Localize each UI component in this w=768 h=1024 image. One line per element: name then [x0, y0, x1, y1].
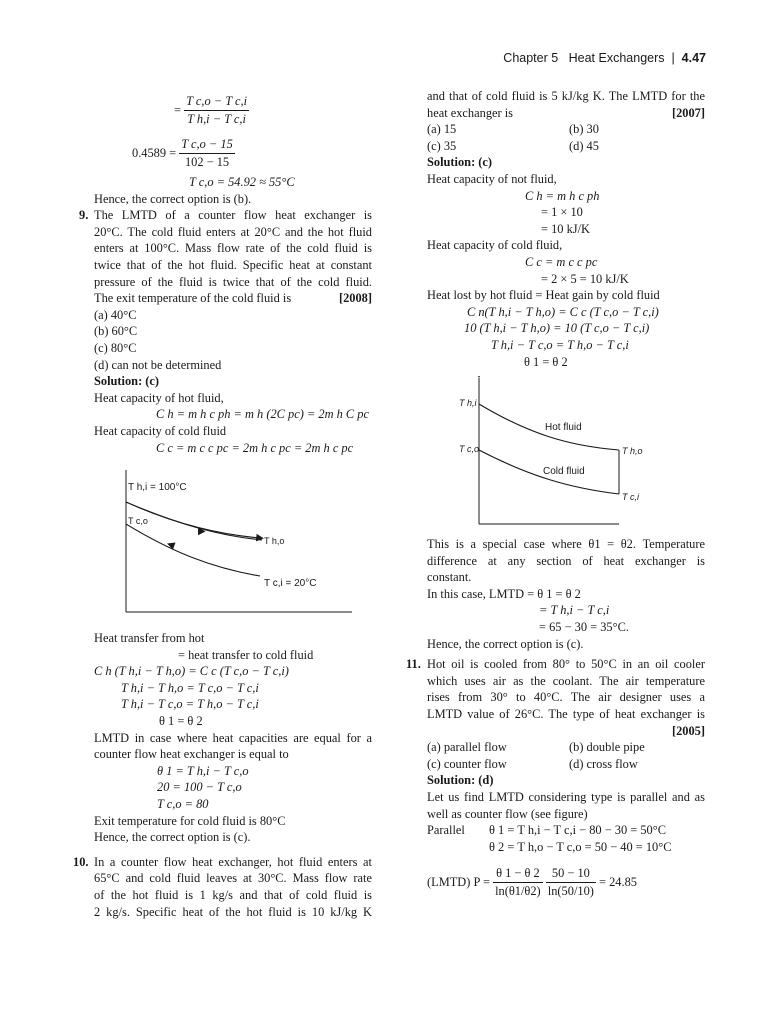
- lmtd-p-den1: ln(θ1/θ2): [495, 883, 541, 898]
- q11-solution: Solution: (d): [427, 773, 494, 788]
- graph-tho-label: T h,o: [264, 536, 285, 547]
- special-line: difference at any section of heat exchanger is: [427, 553, 705, 568]
- hc-not-label: Heat capacity of not fluid,: [427, 171, 557, 186]
- counter-flow-graph-left: [112, 464, 352, 614]
- q9-line: pressure of the fluid is twice that of the cold fluid.: [94, 274, 372, 289]
- right-ch-eq2: = 1 × 10: [541, 205, 583, 220]
- ch-equation: C h = m h c ph = m h (2C pc) = 2m h C pc: [156, 407, 369, 422]
- q9-line: enters at 100°C. Mass flow rate of the cold fluid is: [94, 241, 372, 256]
- q9-solution: Solution: (c): [94, 374, 160, 389]
- q11-option-c: (c) counter flow: [427, 756, 507, 771]
- fraction-1: = $\frac{\text{T c,o − T c,i}}{\text{T h,i − T c,i}}$: [174, 93, 248, 126]
- q9-option-b: (b) 60°C: [94, 324, 138, 339]
- ht-from-hot: Heat transfer from hot: [94, 631, 205, 646]
- q9-option-a: (a) 40°C: [94, 307, 137, 322]
- in-this-case: In this case, LMTD = θ 1 = θ 2: [427, 586, 581, 601]
- q9-line: The exit temperature of the cold fluid is: [94, 291, 292, 306]
- right-cc-eq2: = 2 × 5 = 10 kJ/K: [541, 271, 629, 286]
- counter-flow-graph-right: [459, 376, 691, 528]
- right-eq4: θ 1 = θ 2: [524, 354, 568, 369]
- right-column: [406, 88, 705, 900]
- q11-year: [2005]: [671, 723, 705, 738]
- q9-option-c: (c) 80°C: [94, 340, 137, 355]
- q11-option-d: (d) cross flow: [569, 756, 638, 771]
- q10-option-a: (a) 15: [427, 122, 457, 137]
- q10-year: [2007]: [671, 105, 705, 120]
- right-hc-cold: Heat capacity of cold fluid,: [427, 238, 563, 253]
- q9-option-d: (d) can not be determined: [94, 357, 222, 372]
- hence-c: Hence, the correct option is (c).: [94, 830, 251, 845]
- lmtd-p-label: (LMTD) P =: [427, 875, 490, 890]
- left-eq3: T h,i − T c,o = T h,o − T c,i: [121, 697, 259, 712]
- right-eq1: C n(T h,i − T h,o) = C c (T c,o − T c,i): [467, 304, 659, 319]
- lmtd-p-num1: θ 1 − θ 2: [493, 865, 543, 883]
- exit-temp: Exit temperature for cold fluid is 80°C: [94, 813, 286, 828]
- lmtd-parallel-formula: [427, 865, 705, 899]
- lmtd-line2: counter flow heat exchanger is equal to: [94, 747, 289, 762]
- right-hence-c: Hence, the correct option is (c).: [427, 636, 584, 651]
- hc-hot-label: Heat capacity of hot fluid,: [94, 390, 224, 405]
- question-10: [73, 854, 372, 920]
- q11-line: rises from 30° to 40°C. The air designer uses a: [427, 690, 705, 705]
- right-eq3: T h,i − T c,o = T h,o − T c,i: [491, 337, 629, 352]
- graph-tci-label: T c,i: [622, 492, 639, 503]
- q11-number: 11.: [406, 657, 421, 672]
- tco-result: T c,o = 54.92 ≈ 55°C: [189, 175, 295, 189]
- q10-cont-line: heat exchanger is: [427, 105, 514, 120]
- q9-line: The LMTD of a counter flow heat exchanger is: [94, 208, 372, 223]
- question-9: [79, 207, 372, 373]
- heat-lost-line: Heat lost by hot fluid = Heat gain by cold fluid: [427, 288, 660, 303]
- hot-arrow-mark: ▶: [198, 526, 206, 538]
- graph-thi-label: T h,i = 100°C: [128, 482, 187, 494]
- frac2-lhs: 0.4589 =: [132, 145, 177, 160]
- q11-line: Hot oil is cooled from 80° to 50°C in an oil cooler: [427, 657, 705, 672]
- q10-option-d: (d) 45: [569, 138, 599, 153]
- q10-line: of the hot fluid is 1 kg/s and that of cold fluid is: [94, 888, 372, 902]
- graph-tho-label: T h,o: [622, 446, 643, 457]
- fraction-2: [94, 132, 372, 174]
- q10-solution: Solution: (c): [427, 155, 493, 170]
- graph-tci-label: T c,i = 20°C: [264, 578, 317, 590]
- graph-cold-label: Cold fluid: [543, 466, 585, 478]
- cc-equation: C c = m c c pc = 2m h c pc = 2m h c pc: [156, 440, 354, 455]
- q10-line: In a counter flow heat exchanger, hot fluid enters at: [94, 854, 372, 869]
- q10-cont-line: and that of cold fluid is 5 kJ/kg K. The LMTD for the: [427, 89, 705, 103]
- page-number: 4.47: [681, 51, 706, 65]
- left-column: [73, 88, 372, 920]
- special-line: This is a special case where θ1 = θ2. Temperature: [427, 537, 705, 552]
- cold-arrow-mark: ▶: [165, 538, 177, 552]
- right-ch-eq3: = 10 kJ/K: [541, 221, 590, 236]
- q10-line: 2 kg/s. Specific heat of the hot fluid is 10 kJ/kg K: [94, 904, 372, 919]
- q11-line: LMTD value of 26°C. The type of heat exchanger is: [427, 707, 705, 722]
- left-eq6: 20 = 100 − T c,o: [157, 780, 242, 795]
- hc-cold-label: Heat capacity of cold fluid: [94, 423, 227, 438]
- parallel-eq2: θ 2 = T h,o − T c,o = 50 − 40 = 10°C: [489, 839, 672, 854]
- lmtd-p-den2: ln(50/10): [547, 883, 594, 898]
- left-eq4: θ 1 = θ 2: [159, 714, 203, 729]
- left-eq5: θ 1 = T h,i − T c,o: [157, 763, 249, 778]
- frac2-denominator: 102 − 15: [184, 154, 230, 169]
- q10-number: 10.: [73, 854, 89, 869]
- lmtd-p-result: = 24.85: [599, 875, 637, 890]
- q10-option-b: (b) 30: [569, 122, 599, 137]
- frac1-denominator: T h,i − T c,i: [187, 111, 246, 126]
- frac1-numerator: T c,o − T c,i: [184, 93, 249, 111]
- right-ch-eq: C h = m h c ph: [525, 188, 600, 203]
- lmtd-p-num2: 50 − 10: [546, 865, 596, 883]
- find-line: well as counter flow (see figure): [427, 806, 588, 821]
- left-eq7: T c,o = 80: [157, 797, 209, 812]
- lmtd-step3: = 65 − 30 = 35°C.: [539, 620, 629, 635]
- lmtd-step2: = T h,i − T c,i: [539, 603, 610, 618]
- graph-hot-label: Hot fluid: [545, 422, 582, 434]
- question-11: [406, 656, 705, 772]
- q10-option-c: (c) 35: [427, 138, 457, 153]
- cold-fluid-curve: [126, 524, 260, 576]
- q11-option-b: (b) double pipe: [569, 740, 645, 755]
- q11-line: which uses air as the coolant. The air temperature: [427, 673, 705, 688]
- q9-line: twice that of the hot fluid. Specific heat at constant: [94, 257, 372, 272]
- special-line: constant.: [427, 570, 472, 585]
- left-eq1: C h (T h,i − T h,o) = C c (T c,o − T c,i): [94, 664, 289, 679]
- graph-tco-label: T c,o: [459, 444, 480, 455]
- page-header: Chapter 5 Heat Exchangers | 4.47: [503, 51, 706, 65]
- ht-to-cold: = heat transfer to cold fluid: [178, 647, 314, 662]
- graph-thi-label: T h,i: [459, 398, 477, 409]
- parallel-eq1: θ 1 = T h,i − T c,i − 80 − 30 = 50°C: [489, 823, 666, 838]
- q10-line: 65°C and cold fluid leaves at 30°C. Mass flow rate: [94, 871, 372, 886]
- find-line: Let us find LMTD considering type is parallel and as: [427, 790, 705, 804]
- right-cc-eq: C c = m c c pc: [525, 254, 598, 269]
- q9-year: [2008]: [338, 291, 372, 306]
- q9-number: 9.: [79, 208, 89, 223]
- frac2-numerator: T c,o − 15: [179, 136, 235, 154]
- q11-option-a: (a) parallel flow: [427, 740, 507, 755]
- parallel-label: Parallel: [427, 823, 465, 838]
- chapter-title: Heat Exchangers: [568, 51, 665, 65]
- right-eq2: 10 (T h,i − T h,o) = 10 (T c,o − T c,i): [464, 321, 650, 336]
- q9-line: 20°C. The cold fluid enters at 20°C and the hot fluid: [94, 224, 372, 239]
- left-eq2: T h,i − T h,o = T c,o − T c,i: [121, 680, 259, 695]
- chapter-label: Chapter 5: [503, 51, 559, 65]
- graph-tco-label: T c,o: [128, 516, 148, 527]
- lmtd-line1: LMTD in case where heat capacities are equal for a: [94, 730, 372, 745]
- hence-b: Hence, the correct option is (b).: [94, 191, 252, 206]
